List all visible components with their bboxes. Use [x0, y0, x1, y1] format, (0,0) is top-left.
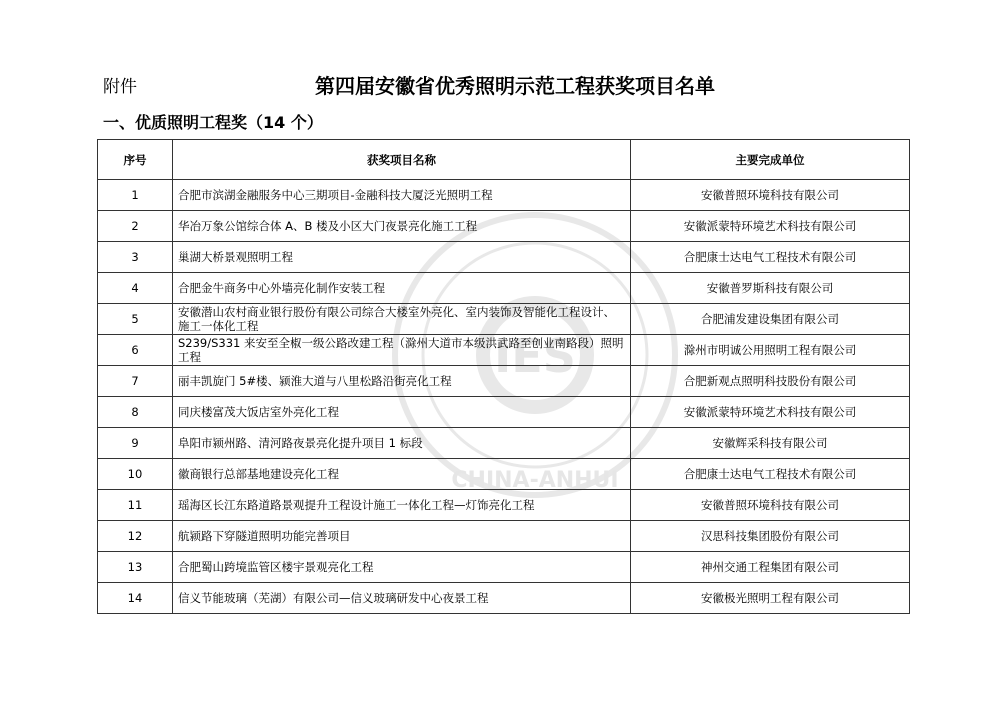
seal-center-text: IES — [494, 329, 576, 383]
row-project-name: 华冶万象公馆综合体 A、B 楼及小区大门夜景亮化施工工程 — [173, 211, 631, 242]
table-row — [98, 273, 910, 304]
row-index: 13 — [98, 552, 173, 583]
row-index: 4 — [98, 273, 173, 304]
row-project-name: 合肥金牛商务中心外墙亮化制作安装工程 — [173, 273, 631, 304]
row-unit: 合肥新观点照明科技股份有限公司 — [631, 366, 910, 397]
table-row — [98, 180, 910, 211]
row-unit: 合肥康士达电气工程技术有限公司 — [631, 459, 910, 490]
table-row — [98, 335, 910, 366]
row-unit: 安徽派蒙特环境艺术科技有限公司 — [631, 397, 910, 428]
table-row — [98, 521, 910, 552]
row-project-name: 瑶海区长江东路道路景观提升工程设计施工一体化工程—灯饰亮化工程 — [173, 490, 631, 521]
row-index: 8 — [98, 397, 173, 428]
section-heading: 一、优质照明工程奖（14 个） — [103, 113, 323, 132]
row-unit: 滁州市明诚公用照明工程有限公司 — [631, 335, 910, 366]
row-index: 10 — [98, 459, 173, 490]
row-unit: 神州交通工程集团有限公司 — [631, 552, 910, 583]
row-unit: 合肥康士达电气工程技术有限公司 — [631, 242, 910, 273]
row-project-name: 同庆楼富茂大饭店室外亮化工程 — [173, 397, 631, 428]
row-project-name: 徽商银行总部基地建设亮化工程 — [173, 459, 631, 490]
row-index: 6 — [98, 335, 173, 366]
row-project-name: 安徽潜山农村商业银行股份有限公司综合大楼室外亮化、室内装饰及智能化工程设计、施工一体化工程 — [173, 304, 631, 335]
row-index: 1 — [98, 180, 173, 211]
table-row — [98, 211, 910, 242]
table-row — [98, 397, 910, 428]
row-project-name: 阜阳市颍州路、清河路夜景亮化提升项目 1 标段 — [173, 428, 631, 459]
row-project-name: 巢湖大桥景观照明工程 — [173, 242, 631, 273]
table-row — [98, 304, 910, 335]
row-unit: 安徽辉采科技有限公司 — [631, 428, 910, 459]
table-header-row — [98, 140, 910, 180]
table-row — [98, 428, 910, 459]
row-index: 14 — [98, 583, 173, 614]
column-header-project: 获奖项目名称 — [173, 140, 631, 180]
row-project-name: S239/S331 来安至全椒一级公路改建工程（滁州大道市本级洪武路至创业南路段）照明工程 — [173, 335, 631, 366]
row-index: 3 — [98, 242, 173, 273]
table-row — [98, 490, 910, 521]
column-header-unit: 主要完成单位 — [631, 140, 910, 180]
table-row — [98, 366, 910, 397]
row-unit: 汉思科技集团股份有限公司 — [631, 521, 910, 552]
row-unit: 安徽派蒙特环境艺术科技有限公司 — [631, 211, 910, 242]
table-row — [98, 583, 910, 614]
page-title: 第四届安徽省优秀照明示范工程获奖项目名单 — [315, 74, 715, 98]
row-project-name: 丽丰凯旋门 5#楼、颍淮大道与八里松路沿街亮化工程 — [173, 366, 631, 397]
seal-bottom-text: CHINA-ANHUI — [451, 468, 619, 493]
row-index: 12 — [98, 521, 173, 552]
row-project-name: 合肥市滨湖金融服务中心三期项目-金融科技大厦泛光照明工程 — [173, 180, 631, 211]
table-row — [98, 242, 910, 273]
awards-table — [97, 139, 910, 614]
attachment-label: 附件 — [103, 77, 137, 97]
row-index: 9 — [98, 428, 173, 459]
row-index: 2 — [98, 211, 173, 242]
row-unit: 安徽普照环境科技有限公司 — [631, 490, 910, 521]
row-unit: 安徽极光照明工程有限公司 — [631, 583, 910, 614]
row-index: 11 — [98, 490, 173, 521]
row-project-name: 航颍路下穿隧道照明功能完善项目 — [173, 521, 631, 552]
row-project-name: 合肥蜀山跨境监管区楼宇景观亮化工程 — [173, 552, 631, 583]
row-unit: 合肥浦发建设集团有限公司 — [631, 304, 910, 335]
table-row — [98, 459, 910, 490]
row-index: 7 — [98, 366, 173, 397]
table-row — [98, 552, 910, 583]
column-header-index: 序号 — [98, 140, 173, 180]
row-index: 5 — [98, 304, 173, 335]
row-unit: 安徽普照环境科技有限公司 — [631, 180, 910, 211]
row-unit: 安徽普罗斯科技有限公司 — [631, 273, 910, 304]
row-project-name: 信义节能玻璃（芜湖）有限公司—信义玻璃研发中心夜景工程 — [173, 583, 631, 614]
